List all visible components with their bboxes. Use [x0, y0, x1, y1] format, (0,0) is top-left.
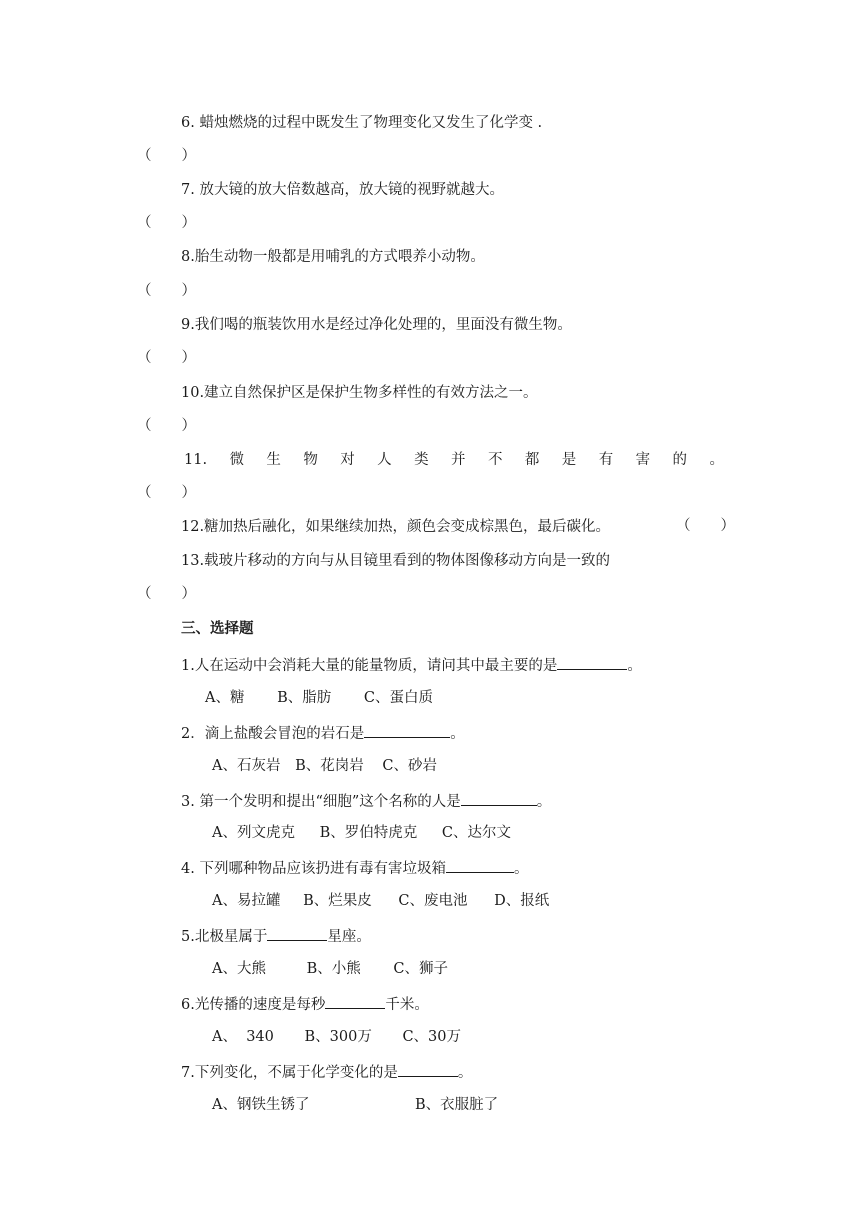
mc-question-1: 1.人在运动中会消耗大量的能量物质，请问其中最主要的是 。	[181, 654, 642, 676]
option[interactable]: C、砂岩	[382, 758, 437, 774]
answer-blank[interactable]	[267, 925, 327, 941]
mc-options-2	[212, 756, 437, 776]
option[interactable]: B、罗伯特虎克	[319, 825, 418, 841]
option[interactable]: C、蛋白质	[363, 690, 433, 706]
tf-item-10: 10.建立自然保护区是保护生物多样性的有效方法之一。	[181, 385, 538, 401]
option[interactable]: B、小熊	[306, 961, 361, 977]
option[interactable]: B、烂果皮	[303, 893, 372, 909]
mc-options-3	[212, 823, 511, 843]
option[interactable]: A、糖	[205, 690, 245, 706]
option[interactable]: A、大熊	[212, 961, 266, 977]
option[interactable]: B、衣服脏了	[415, 1097, 499, 1113]
mc-options-7	[212, 1095, 309, 1115]
mc-options-5	[212, 959, 448, 979]
tf-item-7: 7. 放大镜的放大倍数越高，放大镜的视野就越大。	[181, 182, 504, 198]
mc-question-6: 6.光传播的速度是每秒 千米。	[181, 993, 429, 1015]
option[interactable]: A、钢铁生锈了	[212, 1097, 310, 1113]
mc-question-3: 3. 第一个发明和提出“细胞”这个名称的人是 。	[181, 790, 551, 812]
answer-parens[interactable]: （ ）	[137, 418, 196, 434]
option[interactable]: B、脂肪	[277, 690, 332, 706]
option[interactable]: B、花岗岩	[295, 758, 364, 774]
mc-question-2: 2．滴上盐酸会冒泡的岩石是 。	[181, 722, 465, 744]
answer-parens[interactable]: （ ）	[137, 350, 196, 366]
tf-item-11: 11. 微 生 物 对 人 类 并 不 都 是 有 害 的 。	[184, 452, 724, 468]
tf-item-13: 13.载玻片移动的方向与从目镜里看到的物体图像移动方向是一致的	[181, 553, 611, 569]
mc-question-4: 4. 下列哪种物品应该扔进有毒有害垃圾箱 。	[181, 857, 528, 879]
option[interactable]: C、狮子	[393, 961, 448, 977]
answer-blank[interactable]	[461, 790, 537, 806]
answer-parens[interactable]: （ ）	[676, 518, 735, 534]
answer-blank[interactable]	[446, 857, 514, 873]
mc-options-1	[205, 688, 433, 708]
option[interactable]: B、300万	[304, 1029, 372, 1045]
tf-item-12: 12.糖加热后融化，如果继续加热，颜色会变成棕黑色，最后碳化。	[181, 519, 611, 535]
answer-parens[interactable]: （ ）	[137, 215, 196, 231]
tf-item-9: 9.我们喝的瓶装饮用水是经过净化处理的，里面没有微生物。	[181, 317, 572, 333]
option[interactable]: A、 340	[212, 1029, 274, 1045]
mc-options-7b	[415, 1095, 498, 1115]
answer-parens[interactable]: （ ）	[137, 586, 196, 602]
answer-parens[interactable]: （ ）	[137, 148, 196, 164]
option[interactable]: A、石灰岩	[212, 758, 281, 774]
tf-item-6: 6. 蜡烛燃烧的过程中既发生了物理变化又发生了化学变 .	[181, 115, 543, 131]
option[interactable]: D、报纸	[494, 893, 550, 909]
answer-blank[interactable]	[364, 722, 450, 738]
mc-options-4	[212, 891, 549, 911]
section-title: 三、选择题	[181, 620, 254, 637]
option[interactable]: C、废电池	[398, 893, 468, 909]
answer-parens[interactable]: （ ）	[137, 485, 196, 501]
option[interactable]: A、列文虎克	[212, 825, 295, 841]
option[interactable]: C、30万	[402, 1029, 461, 1045]
answer-blank[interactable]	[557, 654, 627, 670]
answer-blank[interactable]	[325, 993, 385, 1009]
answer-blank[interactable]	[398, 1061, 458, 1077]
tf-item-8: 8.胎生动物一般都是用哺乳的方式喂养小动物。	[181, 249, 485, 265]
mc-question-7: 7.下列变化，不属于化学变化的是 。	[181, 1061, 472, 1083]
answer-parens[interactable]: （ ）	[137, 283, 196, 299]
mc-question-5: 5.北极星属于 星座。	[181, 925, 371, 947]
option[interactable]: C、达尔文	[441, 825, 511, 841]
option[interactable]: A、易拉罐	[212, 893, 281, 909]
mc-options-6	[212, 1027, 461, 1047]
